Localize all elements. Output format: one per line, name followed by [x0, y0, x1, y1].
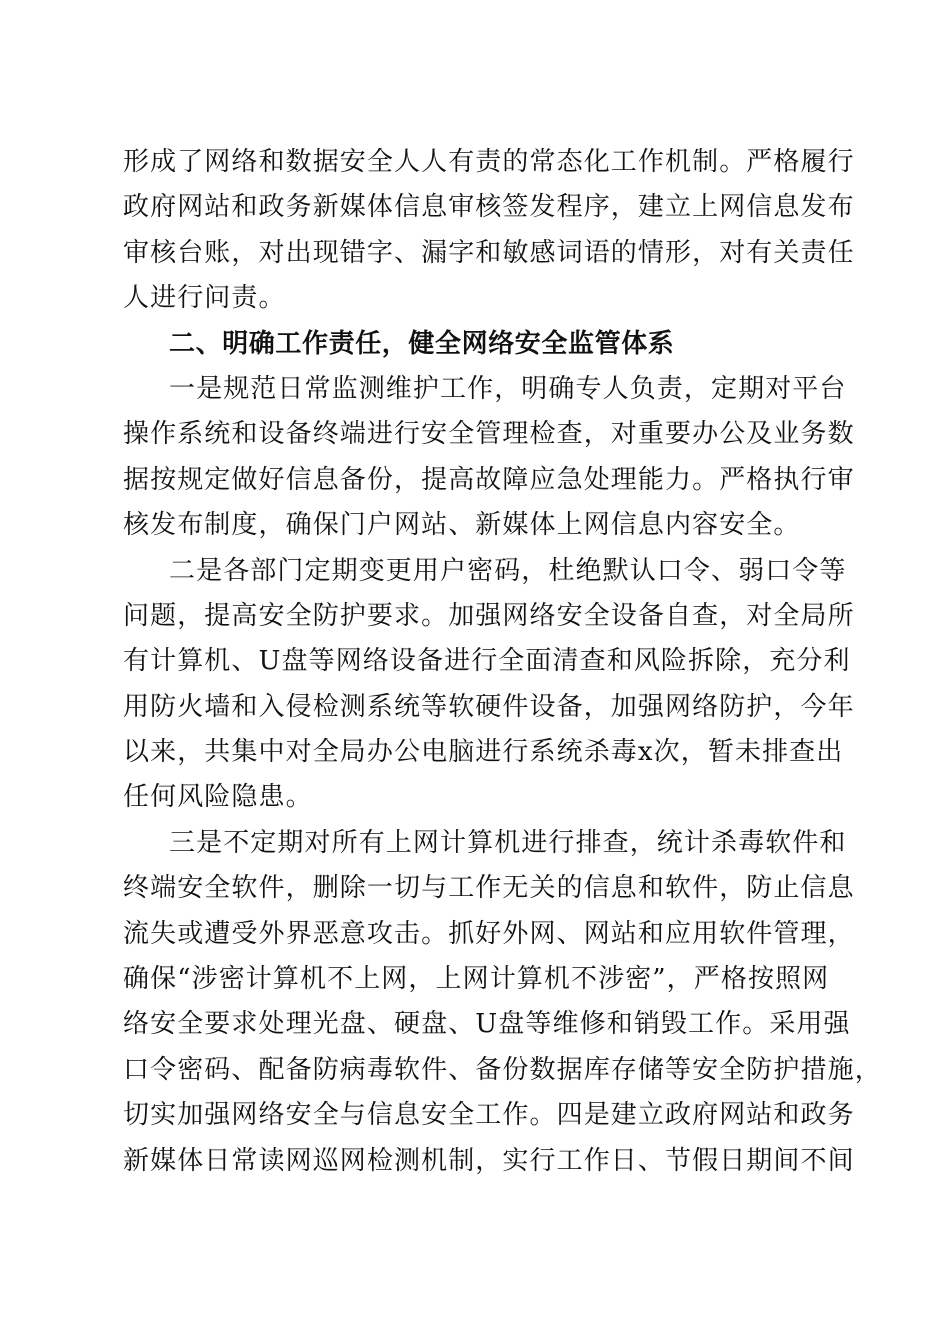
- paragraph-line: 据按规定做好信息备份，提高故障应急处理能力。严格执行审: [123, 464, 855, 495]
- section-heading: 二、明确工作责任，健全网络安全监管体系: [169, 328, 675, 359]
- paragraph-line: 审核台账，对出现错字、漏字和敏感词语的情形，对有关责任: [123, 237, 855, 268]
- paragraph-line: 一是规范日常监测维护工作，明确专人负责，定期对平台: [169, 373, 847, 404]
- paragraph-line: 络安全要求处理光盘、硬盘、U盘等维修和销毁工作。采用强: [123, 1009, 851, 1040]
- paragraph-line: 核发布制度，确保门户网站、新媒体上网信息内容安全。: [123, 510, 801, 541]
- paragraph-line: 以来，共集中对全局办公电脑进行系统杀毒x次，暂未排查出: [123, 737, 844, 768]
- paragraph-line: 有计算机、U盘等网络设备进行全面清查和风险拆除，充分利: [123, 646, 851, 677]
- paragraph-line: 形成了网络和数据安全人人有责的常态化工作机制。严格履行: [123, 147, 855, 177]
- paragraph-2: [123, 367, 855, 549]
- paragraph-1: [123, 140, 855, 322]
- section-heading-wrapper: [123, 322, 843, 367]
- paragraph-line: 终端安全软件，删除一切与工作无关的信息和软件，防止信息: [123, 873, 855, 904]
- paragraph-3: [123, 549, 855, 821]
- paragraph-line: 人进行问责。: [123, 283, 286, 314]
- document-body: [123, 140, 882, 1184]
- paragraph-line: 三是不定期对所有上网计算机进行排查，统计杀毒软件和: [169, 827, 847, 858]
- paragraph-line: 政府网站和政务新媒体信息审核签发程序，建立上网信息发布: [123, 192, 855, 223]
- paragraph-line: 切实加强网络安全与信息安全工作。四是建立政府网站和政务: [123, 1100, 855, 1131]
- paragraph-line: 二是各部门定期变更用户密码，杜绝默认口令、弱口令等: [169, 555, 847, 586]
- paragraph-line: 用防火墙和入侵检测系统等软硬件设备，加强网络防护，今年: [123, 691, 855, 722]
- paragraph-line: 任何风险隐患。: [123, 782, 313, 813]
- paragraph-4: [123, 821, 882, 1184]
- paragraph-line: 问题，提高安全防护要求。加强网络安全设备自查，对全局所: [123, 600, 855, 631]
- paragraph-line: 新媒体日常读网巡网检测机制，实行工作日、节假日期间不间: [123, 1145, 855, 1176]
- paragraph-line: 口令密码、配备防病毒软件、备份数据库存储等安全防护措施，: [123, 1054, 882, 1085]
- paragraph-line: 确保“涉密计算机不上网，上网计算机不涉密”，严格按照网: [123, 964, 830, 995]
- paragraph-line: 操作系统和设备终端进行安全管理检查，对重要办公及业务数: [123, 419, 855, 450]
- paragraph-line: 流失或遭受外界恶意攻击。抓好外网、网站和应用软件管理，: [123, 918, 855, 949]
